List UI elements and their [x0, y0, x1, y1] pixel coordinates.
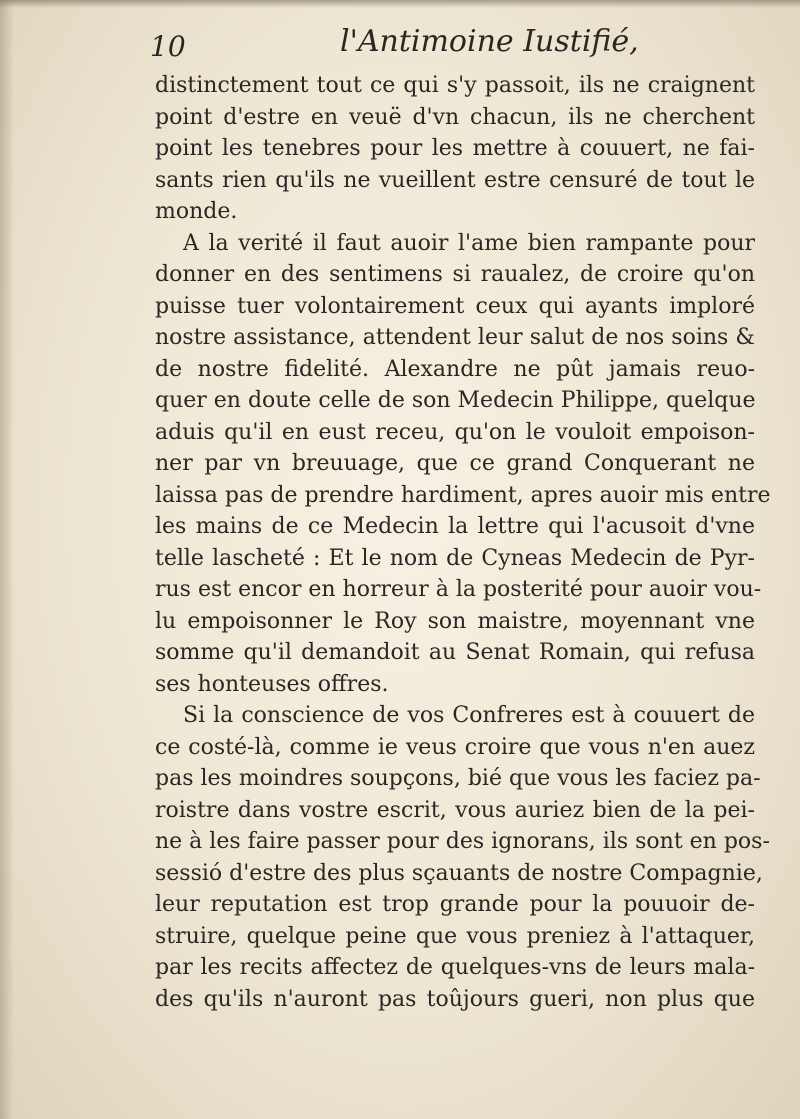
text-line: leur reputation est trop grande pour la pouuoir de- [155, 892, 755, 917]
page-edge-shadow [0, 0, 14, 1119]
paragraph [155, 700, 770, 1015]
text-line: point les tenebres pour les mettre à couuert, ne fai- [155, 136, 755, 161]
text-line: ce costé-là, comme ie veus croire que vous n'en auez [155, 734, 755, 760]
text-line: A la verité il faut auoir l'ame bien rampante pour [183, 230, 755, 256]
text-line: par les recits affectez de quelques-vns de leurs mala- [155, 955, 755, 980]
text-line: sessió d'estre des plus sçauants de nostre Compagnie, [155, 860, 763, 886]
text-line: sants rien qu'ils ne vueillent estre censuré de tout le [155, 167, 755, 193]
text-line: Si la conscience de vos Confreres est à couuert de [183, 703, 755, 728]
text-line: rus est encor en horreur à la posterité pour auoir vou- [155, 577, 762, 602]
text-line: ses honteuses offres. [155, 671, 389, 697]
text-line: les mains de ce Medecin la lettre qui l'acusoit d'vne [155, 514, 755, 539]
text-line: quer en doute celle de son Medecin Philippe, quelque [155, 388, 756, 413]
text-line: somme qu'il demandoit au Senat Romain, qui refusa [155, 640, 755, 665]
page-number: 10 [150, 30, 186, 63]
text-line: donner en des sentimens si raualez, de croire qu'on [155, 262, 755, 287]
text-line: distinctement tout ce qui s'y passoit, ils ne craignent [155, 73, 755, 98]
text-line: nostre assistance, attendent leur salut de nos soins & [155, 325, 755, 350]
running-title: l'Antimoine Iustifié, [340, 24, 639, 59]
text-line: pas les moindres soupçons, bié que vous les faciez pa- [155, 766, 761, 791]
paragraph [155, 228, 771, 701]
text-line: laissa pas de prendre hardiment, apres auoir mis entre [155, 482, 771, 508]
text-line: lu empoisonner le Roy son maistre, moyennant vne [155, 608, 755, 634]
text-line: des qu'ils n'auront pas toûjours gueri, non plus que [155, 986, 755, 1012]
text-line: de nostre fidelité. Alexandre ne pût jamais reuo- [155, 356, 755, 382]
text-line: puisse tuer volontairement ceux qui ayants imploré [155, 293, 755, 319]
paragraph [155, 70, 755, 228]
text-line: ner par vn breuuage, que ce grand Conquerant ne [155, 451, 755, 476]
text-line: point d'estre en veuë d'vn chacun, ils ne cherchent [155, 104, 755, 130]
text-line: roistre dans vostre escrit, vous auriez bien de la pei- [155, 797, 755, 823]
page-header [150, 24, 750, 68]
text-line: telle lascheté : Et le nom de Cyneas Medecin de Pyr- [155, 545, 755, 571]
page-top-shadow [0, 0, 800, 8]
text-line: aduis qu'il en eust receu, qu'on le vouloit empoison- [155, 419, 755, 445]
body-text [155, 70, 771, 1015]
text-line: ne à les faire passer pour des ignorans, ils sont en pos- [155, 829, 770, 854]
text-line: monde. [155, 199, 238, 224]
text-line: struire, quelque peine que vous preniez à l'attaquer, [155, 923, 755, 949]
